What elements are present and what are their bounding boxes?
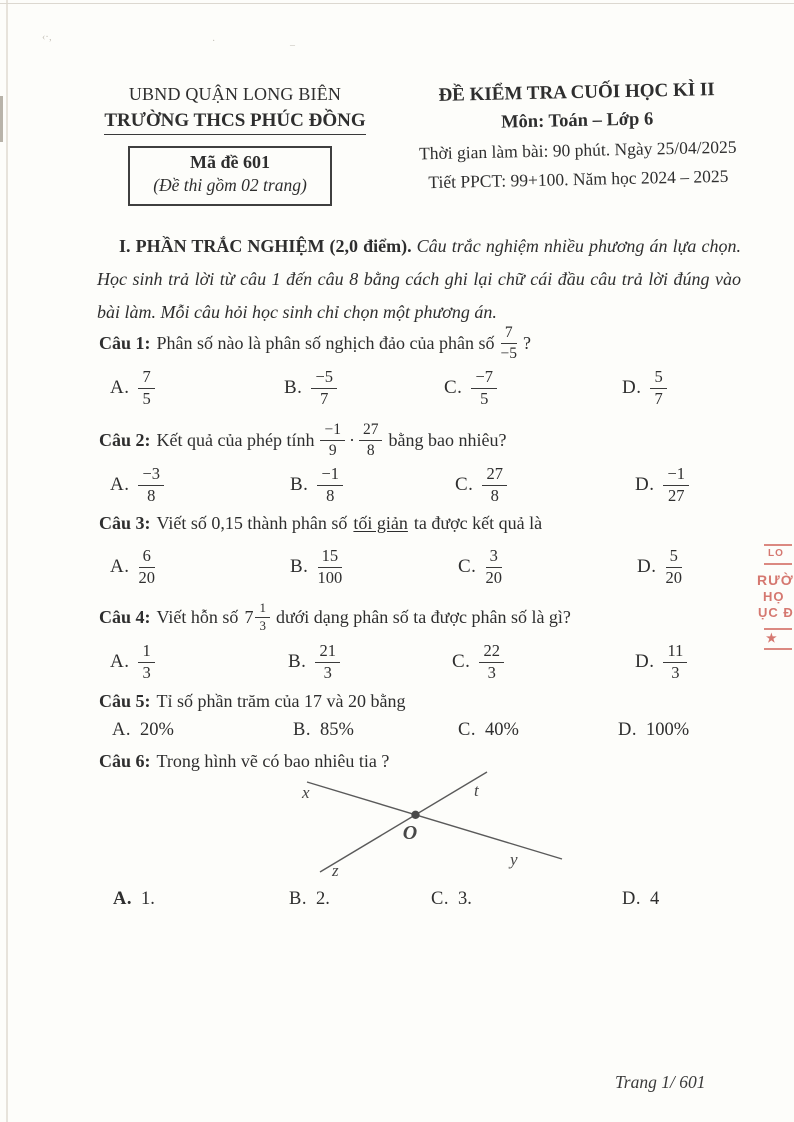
question-2-option-b — [290, 462, 343, 508]
question-3-label: Câu 3: — [99, 512, 151, 533]
option-letter: A. — [113, 888, 132, 909]
option-value: 3. — [457, 888, 472, 909]
option-letter: D. — [635, 474, 655, 495]
option-letter: C. — [431, 888, 449, 909]
question-4-label: Câu 4: — [99, 606, 151, 627]
section-1-instructions: Câu trắc nghiệm nhiều phương án lựa chọn. Học sinh trả lời từ câu 1 đến câu 8 bằng cách ghi lại chữ cái đầu câu trả lời đúng vào bài làm. Mỗi câu hỏi học sinh chỉ chọn một phương án. — [97, 236, 741, 322]
option-value: 2. — [315, 888, 330, 909]
question-3-option-c — [458, 544, 502, 590]
option-letter: A. — [110, 556, 130, 577]
fraction — [485, 547, 502, 587]
option-letter: D. — [635, 651, 655, 672]
point-o-label: O — [402, 822, 418, 844]
option-letter: A. — [110, 377, 130, 398]
stamp-text-fragment: ỤC Đ — [758, 605, 794, 620]
fraction-denominator: 7 — [320, 388, 329, 408]
mixed-number-whole: 7 — [244, 606, 254, 627]
fraction — [315, 642, 340, 682]
fraction-numerator: −3 — [138, 465, 164, 485]
fraction-denominator: 8 — [366, 441, 375, 459]
fraction-denominator: 3 — [142, 662, 151, 682]
fraction — [359, 421, 383, 459]
question-5-option-d — [618, 717, 689, 743]
fraction-denominator: 3 — [259, 617, 266, 633]
question-1-text: Phân số nào là phân số nghịch đảo của phân số — [156, 332, 495, 353]
question-6-option-c — [431, 886, 472, 912]
ray-label-y: y — [510, 850, 518, 869]
fraction-numerator: 5 — [666, 547, 682, 567]
question-3-text: Viết số 0,15 thành phân số — [156, 512, 348, 533]
fraction-numerator: −7 — [471, 368, 497, 388]
mixed-number — [244, 601, 270, 633]
question-2-option-a — [110, 462, 164, 508]
question-4-option-d — [635, 639, 687, 685]
stamp-border-arc — [764, 648, 792, 650]
stamp-border-arc — [764, 563, 792, 565]
option-letter: B. — [293, 719, 311, 740]
fraction — [500, 324, 517, 362]
line-xy — [307, 782, 562, 859]
fraction-denominator: 27 — [668, 485, 685, 505]
fraction-denominator: 7 — [654, 388, 663, 408]
option-letter: D. — [622, 377, 642, 398]
question-6-options — [0, 886, 794, 912]
question-5-text: Tỉ số phần trăm của 17 và 20 bằng — [156, 690, 406, 711]
ray-label-x: x — [302, 783, 310, 802]
question-1-option-b — [284, 365, 337, 411]
fraction — [650, 368, 666, 408]
question-2-option-d — [635, 462, 689, 508]
fraction-numerator: −5 — [311, 368, 337, 388]
question-6-option-b — [289, 886, 330, 912]
fraction-numerator: 1 — [138, 642, 154, 662]
question-1-label: Câu 1: — [99, 332, 151, 353]
question-1-option-d — [622, 365, 667, 411]
fraction-denominator: 20 — [138, 567, 155, 587]
fraction — [317, 547, 342, 587]
option-value: 100% — [646, 719, 690, 740]
question-3-option-d — [637, 544, 682, 590]
rays-figure — [272, 762, 602, 889]
option-letter: D. — [637, 556, 657, 577]
question-6-option-a — [113, 886, 155, 912]
question-3-options — [0, 544, 794, 590]
header-left — [100, 84, 370, 135]
question-2-options — [0, 462, 794, 508]
question-2-text-after: bằng bao nhiêu? — [388, 429, 507, 450]
stamp-text-fragment: HỌ — [763, 589, 785, 604]
fraction-denominator: 20 — [665, 567, 682, 587]
question-6-text: Trong hình vẽ có bao nhiêu tia ? — [156, 750, 390, 771]
fraction-denominator: −5 — [500, 344, 517, 362]
stamp-text-fragment: LO — [768, 548, 784, 559]
fraction — [320, 421, 345, 459]
scan-smudge: – — [290, 40, 295, 51]
fraction — [255, 601, 270, 633]
question-1-option-c — [444, 365, 497, 411]
exam-code: Mã đề 601 — [190, 152, 270, 172]
question-3-text-after: ta được kết quả là — [413, 512, 543, 533]
option-value: 40% — [484, 719, 519, 740]
question-4 — [99, 594, 571, 640]
fraction-numerator: 27 — [482, 465, 507, 485]
fraction-numerator: −1 — [663, 465, 689, 485]
question-5-options — [0, 717, 794, 743]
fraction — [663, 465, 689, 505]
question-5 — [99, 688, 405, 714]
option-letter: C. — [444, 377, 463, 398]
question-5-option-b — [293, 717, 354, 743]
school-name: TRƯỜNG THCS PHÚC ĐỒNG — [100, 110, 370, 135]
question-1-option-a — [110, 365, 155, 411]
issuing-authority: UBND QUẬN LONG BIÊN — [128, 84, 342, 104]
fraction — [138, 465, 164, 505]
question-5-label: Câu 5: — [99, 690, 151, 711]
option-letter: A. — [110, 474, 130, 495]
question-6-option-d — [622, 886, 659, 912]
option-letter: C. — [458, 719, 476, 740]
fraction-numerator: 27 — [359, 421, 383, 440]
fraction — [665, 547, 682, 587]
fraction-numerator: 22 — [479, 642, 504, 662]
header-right — [384, 74, 771, 198]
section-1-intro — [97, 230, 741, 328]
scan-edge-artifact — [0, 96, 3, 142]
page-number: Trang 1/ 601 — [615, 1072, 706, 1092]
fraction — [311, 368, 337, 408]
fraction-denominator: 3 — [487, 662, 496, 682]
fraction — [479, 642, 504, 682]
question-2 — [99, 417, 506, 463]
question-1-options — [0, 365, 794, 411]
question-5-option-a — [112, 717, 174, 743]
stamp-star: ★ — [766, 631, 778, 645]
fraction-denominator: 3 — [323, 662, 332, 682]
option-value: 20% — [140, 719, 174, 740]
question-5-option-c — [458, 717, 519, 743]
option-letter: B. — [288, 651, 307, 672]
multiplication-dot: · — [348, 429, 355, 450]
fraction-numerator: 21 — [315, 642, 340, 662]
fraction-numerator: 6 — [139, 547, 155, 567]
question-1-text-after: ? — [522, 332, 531, 353]
option-letter: B. — [290, 474, 309, 495]
question-2-option-c — [455, 462, 507, 508]
option-letter: D. — [622, 888, 641, 909]
scan-smudge: ‹·‚ — [42, 32, 52, 43]
fraction-denominator: 9 — [328, 441, 337, 459]
option-letter: B. — [290, 556, 309, 577]
fraction — [138, 368, 154, 408]
question-4-option-c — [452, 639, 504, 685]
fraction-numerator: 11 — [663, 642, 687, 662]
exam-code-box — [128, 146, 332, 206]
fraction-denominator: 5 — [142, 388, 151, 408]
ray-label-t: t — [474, 781, 479, 800]
option-letter: C. — [452, 651, 471, 672]
point-o-dot — [411, 811, 419, 819]
fraction — [138, 642, 154, 682]
fraction — [482, 465, 507, 505]
fraction-numerator: 5 — [650, 368, 666, 388]
subject-line: Môn: Toán – Lớp 6 — [500, 109, 654, 133]
question-3 — [99, 510, 542, 536]
scan-edge-artifact — [0, 3, 794, 4]
option-value: 1. — [141, 888, 155, 909]
fraction-numerator: −1 — [320, 421, 345, 440]
question-1 — [99, 320, 531, 366]
exam-title: ĐỀ KIỂM TRA CUỐI HỌC KÌ II — [438, 79, 715, 106]
fraction-numerator: 1 — [255, 601, 270, 618]
question-2-label: Câu 2: — [99, 429, 151, 450]
question-2-text: Kết quả của phép tính — [156, 429, 315, 450]
fraction-numerator: 7 — [501, 324, 517, 343]
fraction-denominator: 20 — [485, 567, 502, 587]
option-value: 85% — [319, 719, 354, 740]
stamp-border-arc — [764, 628, 792, 630]
option-letter: C. — [458, 556, 477, 577]
question-6-label: Câu 6: — [99, 750, 151, 771]
fraction — [317, 465, 343, 505]
fraction-numerator: 15 — [318, 547, 343, 567]
fraction-numerator: −1 — [317, 465, 343, 485]
fraction — [138, 547, 155, 587]
ray-label-z: z — [332, 861, 339, 880]
question-3-option-a — [110, 544, 155, 590]
question-4-options — [0, 639, 794, 685]
option-letter: D. — [618, 719, 637, 740]
period-line: Tiết PPCT: 99+100. Năm học 2024 – 2025 — [428, 165, 729, 193]
fraction-denominator: 8 — [147, 485, 156, 505]
scan-smudge: · — [212, 36, 216, 47]
section-1-heading: I. PHẦN TRẮC NGHIỆM (2,0 điểm). — [119, 236, 412, 256]
fraction-denominator: 100 — [317, 567, 343, 587]
question-4-text-after: dưới dạng phân số ta được phân số là gì? — [275, 606, 571, 627]
stamp-text-fragment: RƯỜ — [757, 572, 794, 588]
option-letter: B. — [284, 377, 303, 398]
fraction — [663, 642, 687, 682]
question-4-option-b — [288, 639, 340, 685]
question-3-underlined-term: tối giản — [353, 512, 408, 533]
question-3-option-b — [290, 544, 342, 590]
fraction-numerator: 7 — [138, 368, 154, 388]
fraction-denominator: 5 — [480, 388, 489, 408]
option-letter: C. — [455, 474, 474, 495]
fraction-denominator: 8 — [490, 485, 499, 505]
fraction — [471, 368, 497, 408]
stamp-border-arc — [764, 544, 792, 546]
option-letter: A. — [112, 719, 131, 740]
option-letter: A. — [110, 651, 130, 672]
fraction-denominator: 8 — [326, 485, 335, 505]
fraction-numerator: 3 — [486, 547, 502, 567]
page-count-note: (Đề thi gồm 02 trang) — [153, 175, 307, 195]
question-4-option-a — [110, 639, 155, 685]
option-letter: B. — [289, 888, 307, 909]
question-4-text: Viết hỗn số — [156, 606, 239, 627]
duration-line: Thời gian làm bài: 90 phút. Ngày 25/04/2025 — [418, 136, 737, 164]
option-value: 4 — [650, 888, 660, 909]
fraction-denominator: 3 — [671, 662, 680, 682]
